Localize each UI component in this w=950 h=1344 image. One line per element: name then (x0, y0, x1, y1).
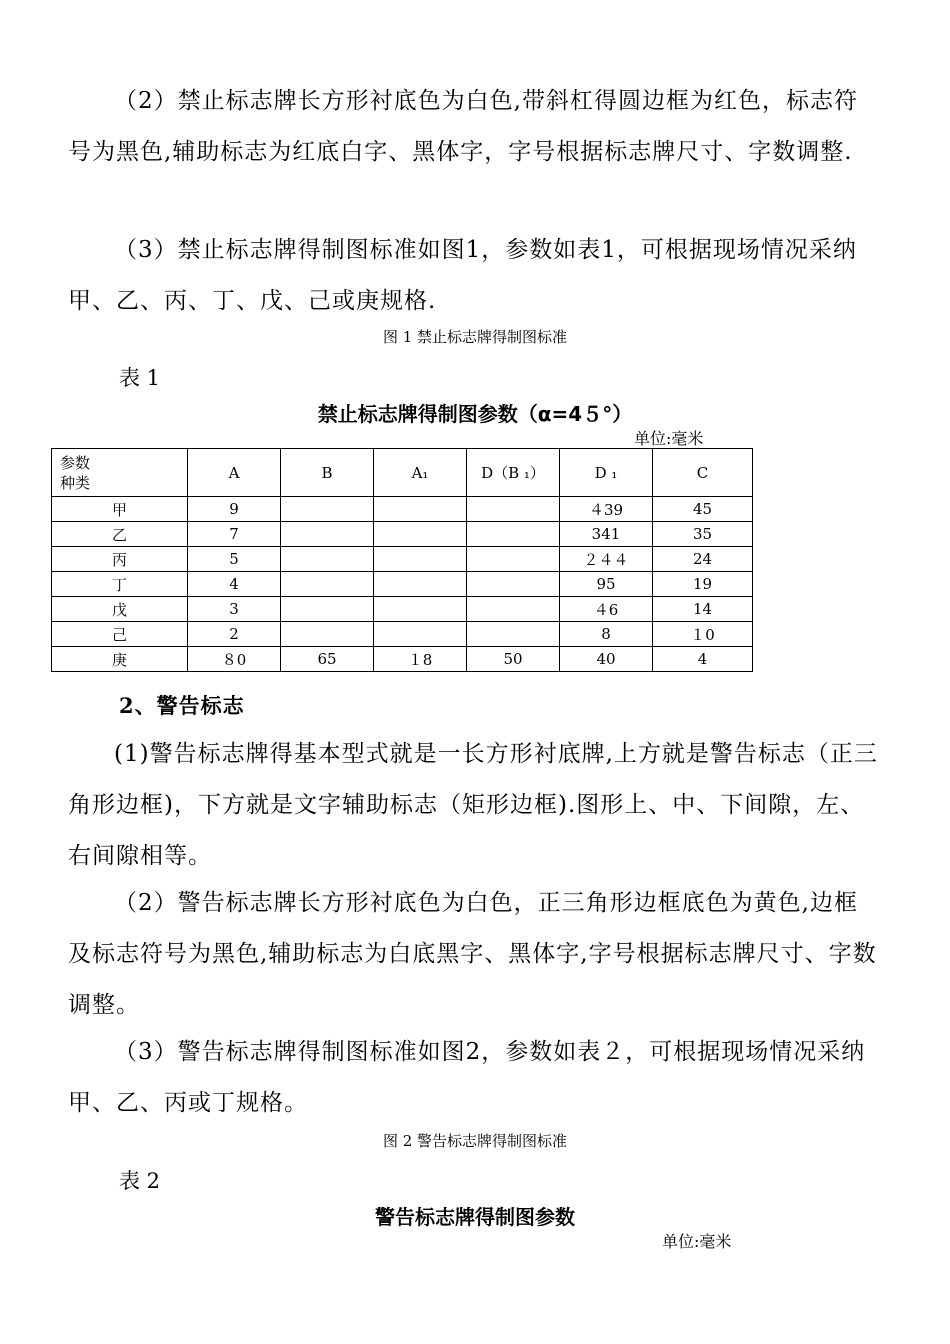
table-cell (467, 597, 560, 622)
warning-color-paragraph: （2）警告标志牌长方形衬底色为白色，正三角形边框底色为黄色,边框及标志符号为黑色,辅助标志为白底黑字、黑体字,字号根据标志牌尺寸、字数调整。 (68, 890, 877, 1018)
table-cell: 7 (188, 522, 281, 547)
row-label-cell: 丙 (52, 547, 188, 572)
column-header: D ₁ (560, 449, 653, 497)
table-cell: １8 (374, 647, 467, 672)
figure-2-caption: 图 2 警告标志牌得制图标准 (382, 1132, 568, 1150)
table-cell: 19 (653, 572, 753, 597)
table-cell: 341 (560, 522, 653, 547)
table-2-unit: 单位:毫米 (662, 1232, 732, 1251)
prohibition-params-table (51, 448, 753, 672)
table-1-label: 表 1 (119, 366, 161, 390)
table-cell: 95 (560, 572, 653, 597)
table-row (52, 647, 753, 672)
row-label-cell: 庚 (52, 647, 188, 672)
table-cell: １0 (653, 622, 753, 647)
table-cell (281, 622, 374, 647)
column-header: B (281, 449, 374, 497)
table-cell (281, 597, 374, 622)
table-cell (374, 572, 467, 597)
column-header: A₁ (374, 449, 467, 497)
column-header: C (653, 449, 753, 497)
warning-standard-paragraph: （3）警告标志牌得制图标准如图2，参数如表２，可根据现场情况采纳甲、乙、丙或丁规格。 (68, 1039, 866, 1116)
table-cell: 45 (653, 497, 753, 522)
table-cell: ２４４ (560, 547, 653, 572)
table-2-label: 表 2 (119, 1169, 161, 1193)
table-cell: 24 (653, 547, 753, 572)
table-cell (281, 572, 374, 597)
table-cell: 3 (188, 597, 281, 622)
row-label-cell: 己 (52, 622, 188, 647)
table-cell: 2 (188, 622, 281, 647)
table-cell: 14 (653, 597, 753, 622)
column-header: A (188, 449, 281, 497)
table-row (52, 497, 753, 522)
prohibition-color-paragraph: （2）禁止标志牌长方形衬底色为白色,带斜杠得圆边框为红色，标志符号为黑色,辅助标志为红底白字、黑体字，字号根据标志牌尺寸、字数调整. (68, 88, 858, 165)
table-cell: 65 (281, 647, 374, 672)
table-cell (467, 547, 560, 572)
table-cell (467, 622, 560, 647)
table-cell: 9 (188, 497, 281, 522)
table-cell (374, 622, 467, 647)
table-cell: 8 (560, 622, 653, 647)
table-1-unit: 单位:毫米 (634, 429, 704, 448)
table-cell: 40 (560, 647, 653, 672)
table-cell: 50 (467, 647, 560, 672)
row-label-cell: 甲 (52, 497, 188, 522)
table-cell (467, 522, 560, 547)
table-header-row (52, 449, 753, 497)
row-label-cell: 戊 (52, 597, 188, 622)
row-label-cell: 丁 (52, 572, 188, 597)
figure-1-caption: 图 1 禁止标志牌得制图标准 (382, 328, 568, 346)
prohibition-standard-paragraph: （3）禁止标志牌得制图标准如图1，参数如表1，可根据现场情况采纳甲、乙、丙、丁、戊、己或庚规格. (68, 237, 857, 314)
row-label-cell: 乙 (52, 522, 188, 547)
corner-bottom-label: 种类 (60, 473, 91, 492)
table-cell (374, 547, 467, 572)
table-row (52, 547, 753, 572)
table-cell: 35 (653, 522, 753, 547)
column-header: D（B ₁） (467, 449, 560, 497)
table-cell (281, 497, 374, 522)
table-row (52, 597, 753, 622)
table-cell: 4 (188, 572, 281, 597)
table-cell: ４6 (560, 597, 653, 622)
table-cell (281, 547, 374, 572)
table-cell (374, 522, 467, 547)
table-cell (467, 572, 560, 597)
corner-top-label: 参数 (60, 453, 91, 472)
table-cell: 5 (188, 547, 281, 572)
table-corner-cell (52, 449, 188, 497)
table-cell: ８0 (188, 647, 281, 672)
table-cell: 4 (653, 647, 753, 672)
table-row (52, 622, 753, 647)
table-1-title: 禁止标志牌得制图参数（α=4５°） (317, 402, 633, 426)
table-row (52, 572, 753, 597)
table-2-title: 警告标志牌得制图参数 (375, 1205, 575, 1229)
table-cell (374, 497, 467, 522)
warning-section-heading: 2、警告标志 (119, 693, 245, 718)
warning-form-paragraph: (1)警告标志牌得基本型式就是一长方形衬底牌,上方就是警告标志（正三角形边框)，下方就是文字辅助标志（矩形边框).图形上、中、下间隙，左、右间隙相等。 (68, 741, 878, 869)
table-cell (467, 497, 560, 522)
table-cell: ４39 (560, 497, 653, 522)
table-cell (374, 597, 467, 622)
table-cell (281, 522, 374, 547)
table-row (52, 522, 753, 547)
